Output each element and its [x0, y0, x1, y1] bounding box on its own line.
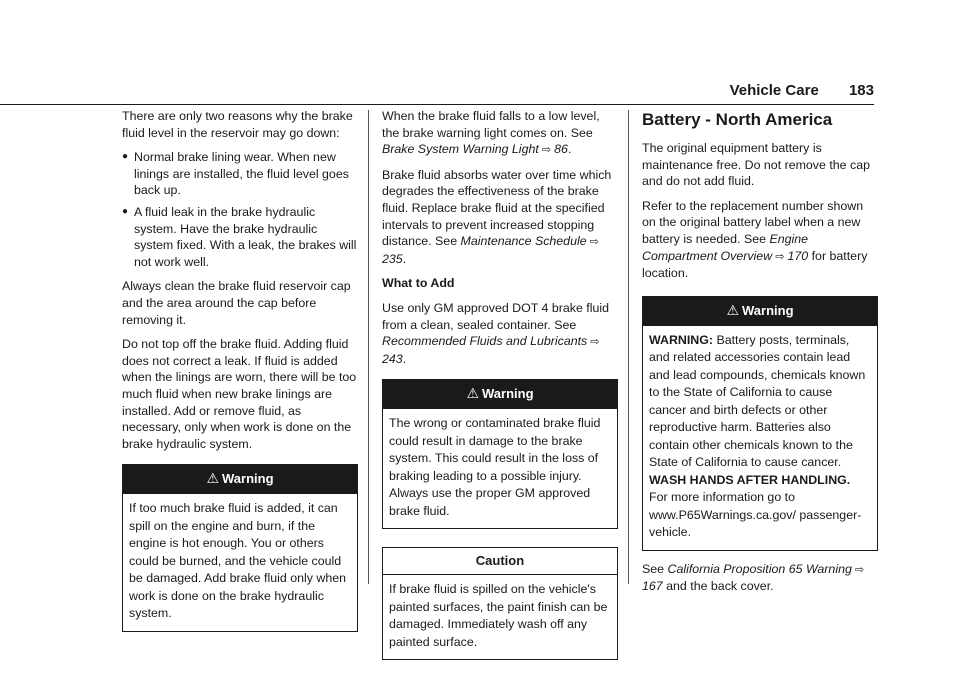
- paragraph: When the brake fluid falls to a low level, the brake warning light comes on. See Brake System Warning Light ⇨ 86.: [382, 109, 600, 157]
- xref-link[interactable]: Maintenance Schedule: [460, 234, 587, 249]
- paragraph: Brake fluid absorbs water over time which degrades the effectiveness of the brake fluid. Replace brake fluid at the specified intervals to prevent increased stopping distance. See Maintenance Schedule ⇨ 235.: [382, 167, 612, 266]
- intro-paragraph: There are only two reasons why the brake fluid level in the reservoir may go down:: [122, 109, 353, 140]
- paragraph: Always clean the brake fluid reservoir cap and the area around the cap before removing it.: [122, 279, 351, 327]
- warning-triangle-icon: ⚠: [726, 301, 740, 318]
- caution-box: [382, 547, 618, 660]
- warning-body: If too much brake fluid is added, it can spill on the engine and burn, if the engine is hot enough. You or others could be burned, and the vehicle could be damaged. Add brake fluid only when work is done on the brake hydraulic system.: [129, 501, 346, 621]
- warning-lead: WARNING:: [649, 332, 714, 347]
- xref-link[interactable]: California Proposition 65 Warning: [667, 561, 852, 576]
- xref-link[interactable]: Brake System Warning Light: [382, 142, 539, 157]
- warning-body: WARNING: Battery posts, terminals, and related accessories contain lead and lead compounds, chemicals known to the State of California to cause cancer and birth defects or other reproductive harm. Batteries also contain other chemicals known to the State of California to cause cancer. WASH HANDS AFTER HANDLING. For more information go to www.P65Warnings.ca.gov/ passenger-vehicle.: [649, 332, 866, 540]
- xref-page[interactable]: 167: [642, 579, 663, 594]
- section-title: Vehicle Care: [729, 82, 819, 99]
- warning-header: ⚠ Warning: [383, 380, 617, 409]
- page-ref-arrow-icon: ⇨: [586, 236, 599, 249]
- warning-emphasis: WASH HANDS AFTER HANDLING.: [649, 472, 851, 487]
- xref-page[interactable]: 235: [382, 251, 403, 266]
- page-ref-arrow-icon: ⇨: [587, 336, 600, 349]
- caution-header: Caution: [383, 548, 617, 575]
- subheading: What to Add: [382, 276, 455, 291]
- warning-box: [122, 464, 358, 632]
- bullet-icon: ●: [122, 151, 129, 163]
- paragraph: The original equipment battery is maintenance free. Do not remove the cap and do not add fluid.: [642, 141, 870, 189]
- warning-triangle-icon: ⚠: [466, 385, 480, 402]
- paragraph: See California Proposition 65 Warning ⇨ 167 and the back cover.: [642, 561, 865, 594]
- caution-body: If brake fluid is spilled on the vehicle's painted surfaces, the paint finish can be damaged. Immediately wash off any painted surface.: [389, 582, 608, 649]
- xref-page[interactable]: 86: [554, 142, 568, 157]
- reasons-list: [122, 149, 358, 270]
- list-item: ● A fluid leak in the brake hydraulic system. Have the brake hydraulic system fixed. With a leak, the brakes will not work well.: [122, 204, 357, 269]
- column-divider: [628, 110, 629, 584]
- bullet-icon: ●: [122, 205, 129, 217]
- column-2: [382, 108, 618, 670]
- page-ref-arrow-icon: ⇨: [772, 250, 788, 263]
- column-3: [642, 110, 878, 603]
- page-number: 183: [848, 82, 874, 99]
- xref-page[interactable]: 243: [382, 351, 403, 366]
- xref-link[interactable]: Engine Compartment Overview: [642, 231, 809, 263]
- warning-box: [382, 379, 618, 529]
- warning-header: ⚠ Warning: [123, 465, 357, 494]
- column-1: [122, 108, 358, 642]
- warning-header: ⚠ Warning: [643, 297, 877, 326]
- warning-box: [642, 296, 878, 551]
- xref-link[interactable]: Recommended Fluids and Lubricants: [382, 334, 588, 349]
- page-ref-arrow-icon: ⇨: [851, 563, 865, 576]
- paragraph: Do not top off the brake fluid. Adding fluid does not correct a leak. If fluid is added when the linings are worn, there will be too much fluid when new brake linings are installed. Add or remove fluid, as necessary, only when work is done on the brake hydraulic system.: [122, 337, 357, 451]
- paragraph: Refer to the replacement number shown on the original battery label when a new battery is needed. See Engine Compartment Overview ⇨ 170 for battery location.: [642, 198, 868, 281]
- page-ref-arrow-icon: ⇨: [538, 144, 555, 157]
- list-item: ● Normal brake lining wear. When new linings are installed, the fluid level goes back up.: [122, 150, 349, 198]
- warning-body: The wrong or contaminated brake fluid could result in damage to the brake system. This could result in the loss of braking leading to a possible injury. Always use the proper GM approved brake fluid.: [389, 416, 601, 518]
- header-rule: [0, 104, 874, 105]
- section-heading: Battery - North America: [642, 110, 833, 129]
- xref-page[interactable]: 170: [787, 248, 809, 263]
- paragraph: Use only GM approved DOT 4 brake fluid from a clean, sealed container. See Recommended Fluids and Lubricants ⇨ 243.: [382, 300, 610, 366]
- column-divider: [368, 110, 369, 584]
- page-header: [730, 82, 874, 99]
- warning-triangle-icon: ⚠: [206, 470, 220, 487]
